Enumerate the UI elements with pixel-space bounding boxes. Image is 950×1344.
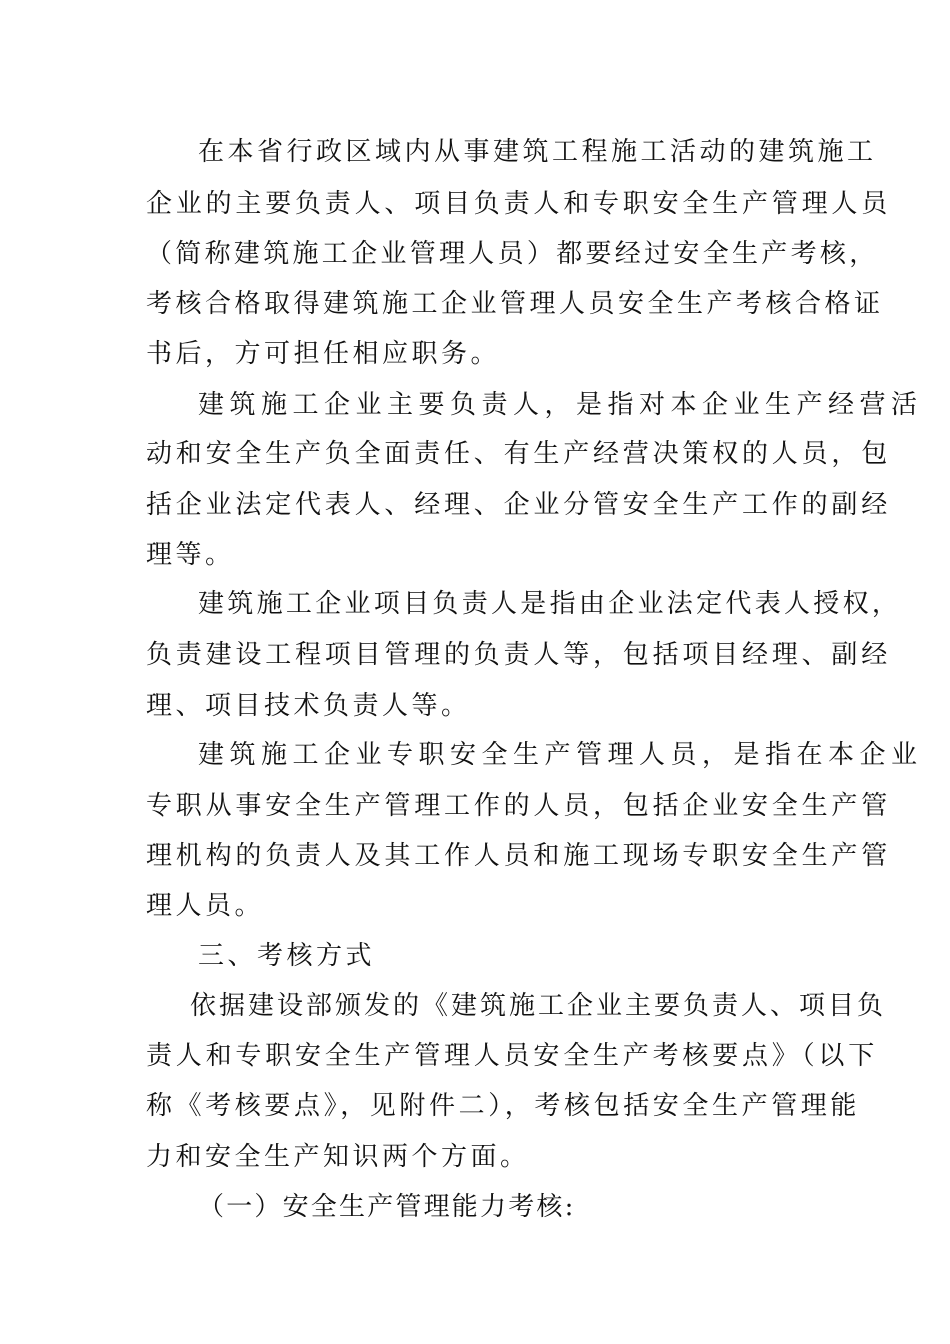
text-line: 理等。 [146,540,235,570]
text-line: （简称建筑施工企业管理人员）都要经过安全生产考核， [146,239,879,269]
text-line: 依据建设部颁发的《建筑施工企业主要负责人、项目负 [190,991,887,1021]
text-line: 考核合格取得建筑施工企业管理人员安全生产考核合格证 [146,289,884,319]
text-line: 专职从事安全生产管理工作的人员，包括企业安全生产管 [146,791,892,821]
text-line: 建筑施工企业主要负责人，是指对本企业生产经营活 [198,390,923,420]
text-line: 企业的主要负责人、项目负责人和专职安全生产管理人员 [146,189,892,219]
text-line: 负责建设工程项目管理的负责人等，包括项目经理、副经 [146,640,892,670]
text-line: 称《考核要点》，见附件二），考核包括安全生产管理能 [146,1091,861,1121]
text-line: 力和安全生产知识两个方面。 [146,1142,530,1172]
text-line: 动和安全生产负全面责任、有生产经营决策权的人员，包 [146,439,892,469]
text-line: 括企业法定代表人、经理、企业分管安全生产工作的副经 [146,490,892,520]
text-line: 理机构的负责人及其工作人员和施工现场专职安全生产管 [146,841,892,871]
text-line: 在本省行政区域内从事建筑工程施工活动的建筑施工 [198,137,877,167]
text-line: 书后，方可担任相应职务。 [146,339,501,369]
text-line: 建筑施工企业项目负责人是指由企业法定代表人授权， [198,589,902,619]
text-line: 理人员。 [146,891,265,921]
text-line: 理、项目技术负责人等。 [146,691,471,721]
text-line: 责人和专职安全生产管理人员安全生产考核要点》（以下 [146,1041,879,1071]
text-line: 建筑施工企业专职安全生产管理人员，是指在本企业 [198,740,923,770]
subsection-heading: （一）安全生产管理能力考核: [198,1192,576,1222]
section-heading: 三、考核方式 [198,941,376,971]
